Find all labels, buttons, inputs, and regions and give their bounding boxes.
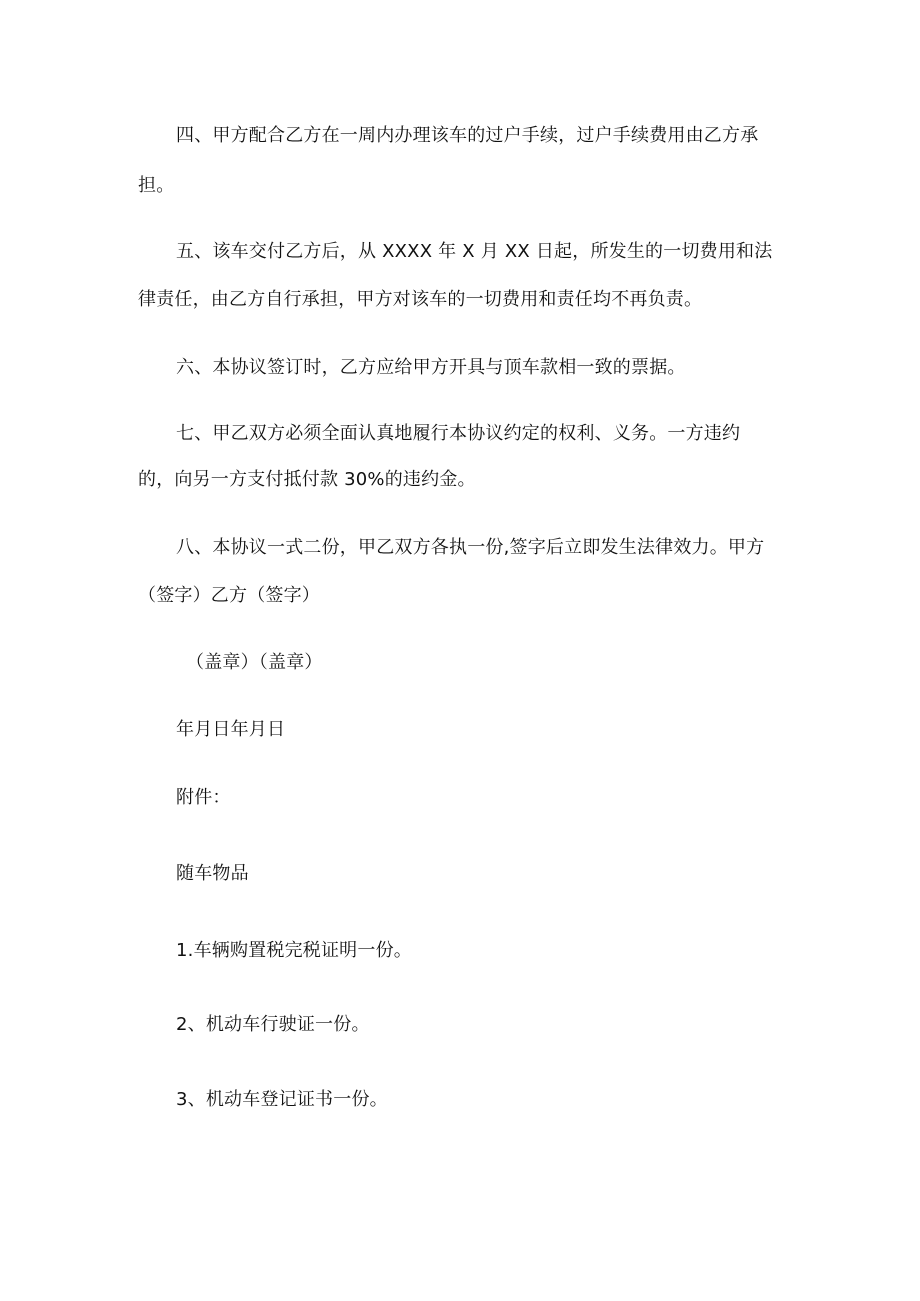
- clause-4-line-2: 担。: [138, 175, 175, 196]
- seal-line: （盖章）（盖章）: [186, 652, 323, 673]
- items-heading: 随车物品: [176, 863, 249, 884]
- clause-5-line-2: 律责任，由乙方自行承担，甲方对该车的一切费用和责任均不再负责。: [138, 289, 703, 310]
- list-item: 2、机动车行驶证一份。: [176, 1014, 370, 1035]
- clause-8-line-2: （签字）乙方（签字）: [138, 585, 320, 606]
- clause-5-line-1: 五、该车交付乙方后，从 XXXX 年 X 月 XX 日起，所发生的一切费用和法: [176, 241, 773, 262]
- clause-7-line-2: 的，向另一方支付抵付款 30%的违约金。: [138, 469, 476, 490]
- clause-6-line-1: 六、本协议签订时，乙方应给甲方开具与顶车款相一致的票据。: [176, 357, 686, 378]
- clause-8-line-1: 八、本协议一式二份，甲乙双方各执一份,签字后立即发生法律效力。甲方: [176, 537, 765, 558]
- clause-4-line-1: 四、甲方配合乙方在一周内办理该车的过户手续，过户手续费用由乙方承: [176, 125, 759, 146]
- list-item: 1.车辆购置税完税证明一份。: [176, 940, 412, 961]
- attachment-label: 附件：: [176, 787, 231, 808]
- date-line: 年月日年月日: [176, 719, 286, 740]
- clause-7-line-1: 七、甲乙双方必须全面认真地履行本协议约定的权利、义务。一方违约: [176, 423, 741, 444]
- list-item: 3、机动车登记证书一份。: [176, 1089, 388, 1110]
